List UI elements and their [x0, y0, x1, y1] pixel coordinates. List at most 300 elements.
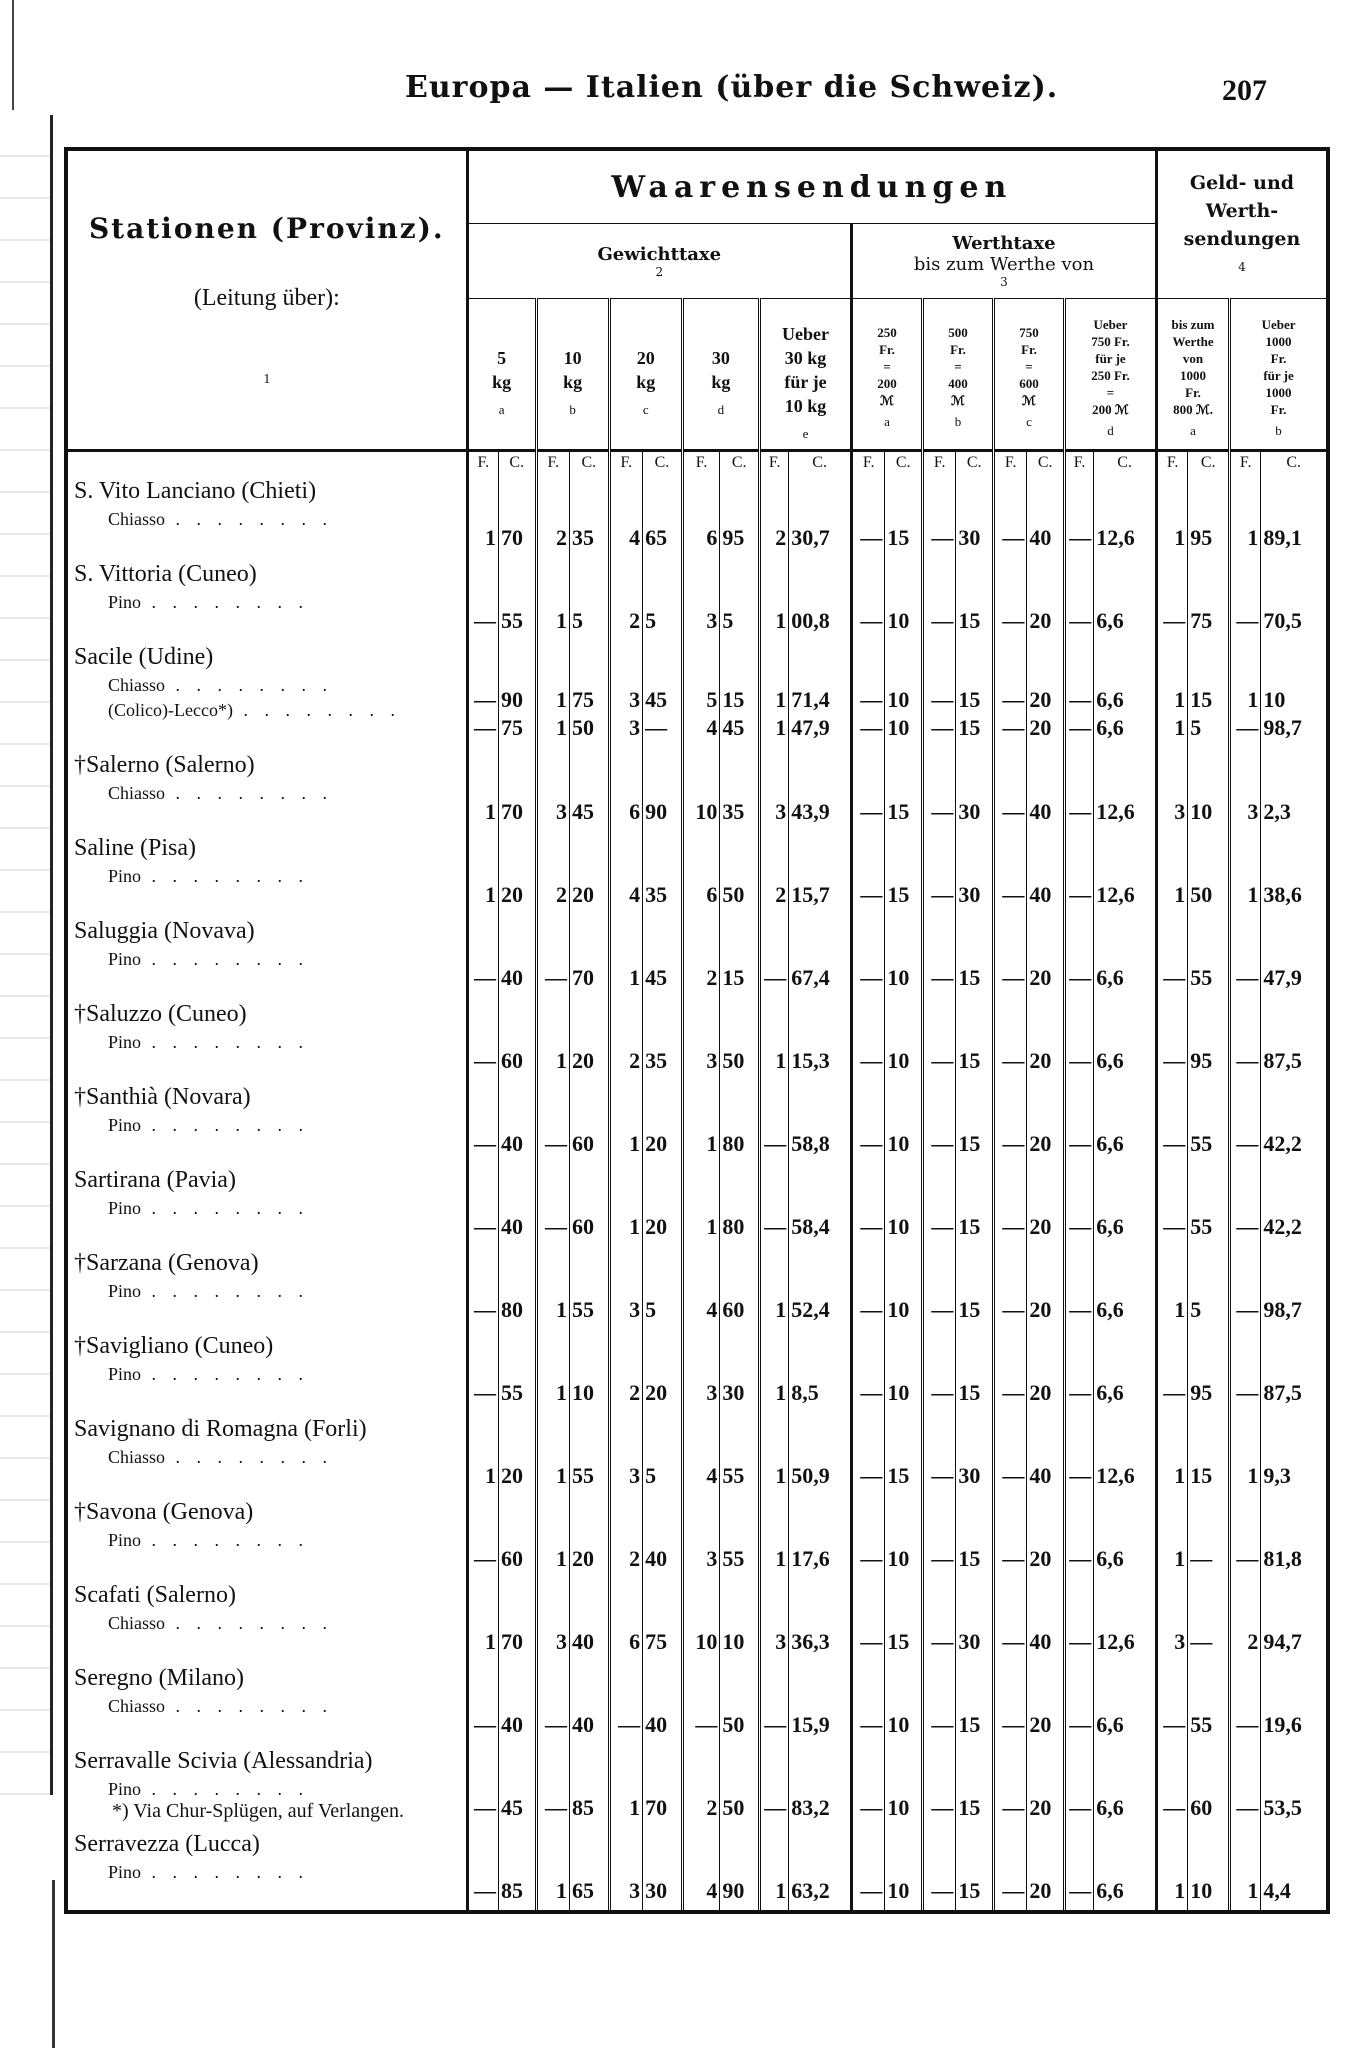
franc-value	[536, 1080, 569, 1163]
centime-value	[1027, 474, 1065, 557]
column-header-lines	[761, 302, 850, 446]
franc-value	[993, 1163, 1026, 1246]
column-header-line: 20	[636, 348, 655, 368]
rate-value: 2	[629, 1048, 641, 1073]
franc-label: F.	[1065, 451, 1094, 475]
franc-value	[1230, 474, 1261, 557]
rate-value: 1	[1174, 687, 1186, 712]
column-header-lines	[538, 326, 608, 422]
route-name: Chiasso	[108, 1696, 166, 1716]
rate-value: 20	[645, 1131, 668, 1156]
centime-label: C.	[885, 451, 923, 475]
franc-value	[922, 1246, 955, 1329]
centime-value	[885, 914, 923, 997]
franc-value	[609, 1578, 642, 1661]
centime-value	[1027, 831, 1065, 914]
franc-label: F.	[467, 451, 498, 475]
station-cell	[66, 831, 467, 914]
rate-value: —	[1069, 1629, 1092, 1654]
franc-value	[922, 997, 955, 1080]
rate-value: 10	[887, 1048, 910, 1073]
centime-value	[1188, 1578, 1230, 1661]
rate-value: —	[645, 715, 668, 740]
centime-label: C.	[956, 451, 994, 475]
rate-value: —	[1069, 882, 1092, 907]
centime-value	[720, 997, 760, 1080]
rate-value: —	[1002, 1629, 1025, 1654]
rate-value: —	[1069, 687, 1092, 712]
rate-value: 30	[958, 1463, 981, 1488]
centime-value	[498, 831, 536, 914]
rate-value: —	[931, 687, 954, 712]
rate-value: 47,9	[791, 715, 830, 740]
column-letter: e	[802, 426, 809, 441]
rate-value: 42,2	[1263, 1214, 1302, 1239]
station-cell	[66, 748, 467, 831]
centime-value	[720, 557, 760, 640]
centime-value	[720, 1163, 760, 1246]
centime-value	[1188, 640, 1230, 748]
franc-value	[760, 748, 789, 831]
centime-value	[956, 1661, 994, 1744]
station-name: †Savigliano (Cuneo)	[74, 1333, 274, 1359]
rate-value: —	[860, 608, 883, 633]
column-header-line: Werthe	[1172, 333, 1214, 349]
centime-value	[956, 474, 994, 557]
franc-value	[1156, 1744, 1187, 1827]
centime-value	[885, 748, 923, 831]
rate-value: —	[1236, 1795, 1259, 1820]
route-name: Pino	[108, 592, 142, 612]
centime-value	[498, 1827, 536, 1912]
rate-column-header	[760, 299, 852, 451]
route-via	[74, 1530, 466, 1551]
centime-value	[1094, 1080, 1157, 1163]
column-letter: c	[1026, 414, 1032, 429]
rate-value: 95	[1190, 1380, 1213, 1405]
franc-value	[682, 1744, 720, 1827]
rate-value: 1	[555, 687, 567, 712]
rate-value: —	[473, 1297, 496, 1322]
franc-label: F.	[609, 451, 642, 475]
centime-value	[720, 1329, 760, 1412]
franc-value	[1230, 1246, 1261, 1329]
station-cell	[66, 1661, 467, 1744]
centime-value	[643, 1412, 683, 1495]
franc-value	[609, 1827, 642, 1912]
centime-value	[956, 1329, 994, 1412]
column-header-line: 250 Fr.	[1091, 367, 1130, 383]
franc-value	[993, 557, 1026, 640]
leader-dots: . . . . . . . .	[141, 1779, 310, 1799]
rate-value: 12,6	[1096, 799, 1135, 824]
centime-value	[720, 1246, 760, 1329]
rate-value: —	[860, 525, 883, 550]
centime-value	[1027, 1661, 1065, 1744]
centime-value	[789, 1827, 852, 1912]
route-via	[74, 1779, 466, 1800]
centime-value	[1261, 1661, 1328, 1744]
rate-value: —	[1236, 1297, 1259, 1322]
adjacent-page-strip	[0, 115, 53, 1795]
rate-value: 38,6	[1263, 882, 1302, 907]
centime-value	[643, 1163, 683, 1246]
rate-value: —	[931, 1546, 954, 1571]
centime-value	[720, 748, 760, 831]
centime-value	[885, 1080, 923, 1163]
rate-value: 10	[887, 1878, 910, 1903]
franc-label: F.	[922, 451, 955, 475]
rate-value: 6,6	[1096, 1712, 1124, 1737]
centime-label: C.	[789, 451, 852, 475]
centime-value	[1094, 1661, 1157, 1744]
rate-value: 1	[775, 1048, 787, 1073]
centime-value	[1027, 997, 1065, 1080]
franc-value	[682, 640, 720, 748]
centime-label: C.	[643, 451, 683, 475]
route-via	[74, 700, 466, 721]
leader-dots: . . . . . . . .	[165, 1696, 334, 1716]
franc-value	[1156, 1827, 1187, 1912]
centime-value	[1027, 1827, 1065, 1912]
rate-value: —	[764, 1131, 787, 1156]
leader-dots: . . . . . . . .	[141, 1862, 310, 1882]
rate-value: 55	[500, 1380, 523, 1405]
franc-value	[536, 1827, 569, 1912]
route-name: Pino	[108, 1281, 142, 1301]
rate-value: 3	[706, 1048, 718, 1073]
leader-dots: . . . . . . . .	[141, 1281, 310, 1301]
rate-value: 60	[722, 1297, 745, 1322]
station-name: Serravalle Scivia (Alessandria)	[74, 1748, 373, 1774]
rate-value: 10	[887, 1712, 910, 1737]
centime-value	[956, 640, 994, 748]
rate-value: —	[1069, 608, 1092, 633]
rate-value: 55	[1190, 1131, 1213, 1156]
franc-value	[993, 1744, 1026, 1827]
rate-value: —	[931, 1214, 954, 1239]
rate-value: —	[1002, 1048, 1025, 1073]
centime-value	[885, 557, 923, 640]
centime-value	[1188, 1827, 1230, 1912]
station-cell	[66, 474, 467, 557]
rate-value: 1	[775, 1546, 787, 1571]
rate-value: 40	[500, 1214, 523, 1239]
rate-value: —	[473, 1795, 496, 1820]
rate-value: —	[860, 1795, 883, 1820]
rate-value: 6,6	[1096, 1297, 1124, 1322]
centime-value	[1188, 997, 1230, 1080]
rate-value: 1	[1247, 1463, 1259, 1488]
leader-dots: . . . . . . . .	[141, 949, 310, 969]
centime-value	[569, 1661, 609, 1744]
column-header-line: 5	[497, 348, 507, 368]
column-header-lines	[924, 318, 992, 430]
centime-value	[956, 1744, 994, 1827]
franc-value	[609, 474, 642, 557]
route-via	[74, 1198, 466, 1219]
rate-value: 2	[706, 965, 718, 990]
rate-value: —	[473, 1878, 496, 1903]
rate-value: —	[1163, 1795, 1186, 1820]
centime-value	[569, 557, 609, 640]
rate-value: —	[1236, 608, 1259, 633]
rate-value: 85	[571, 1795, 594, 1820]
franc-value	[467, 557, 498, 640]
centime-value	[643, 1661, 683, 1744]
rate-value: 15	[958, 1297, 981, 1322]
centime-value	[1027, 748, 1065, 831]
centime-value	[720, 1578, 760, 1661]
rate-value: 10	[695, 799, 718, 824]
centime-value	[1027, 1412, 1065, 1495]
route-name: Pino	[108, 1862, 142, 1882]
franc-label: F.	[760, 451, 789, 475]
table-row	[66, 474, 1328, 557]
rate-value: 5	[645, 1463, 657, 1488]
franc-value	[1065, 1080, 1094, 1163]
station-column-number: 1	[263, 372, 271, 387]
rate-value: 6,6	[1096, 1795, 1124, 1820]
centime-value	[569, 1744, 609, 1827]
franc-value	[760, 557, 789, 640]
franc-value	[922, 1080, 955, 1163]
centime-value	[1094, 1163, 1157, 1246]
rate-value: —	[1069, 1048, 1092, 1073]
centime-value	[569, 748, 609, 831]
rate-value: —	[860, 1048, 883, 1073]
rate-value: 1	[1247, 1878, 1259, 1903]
rate-value: 6	[706, 882, 718, 907]
franc-value	[851, 474, 884, 557]
rate-value: 30	[958, 1629, 981, 1654]
fc-spacer	[66, 451, 467, 475]
rate-value: —	[931, 882, 954, 907]
rate-value: 20	[1029, 1380, 1052, 1405]
centime-value	[885, 1578, 923, 1661]
franc-value	[1156, 1578, 1187, 1661]
route-via	[74, 949, 466, 970]
rate-value: 80	[722, 1131, 745, 1156]
rate-value: —	[473, 608, 496, 633]
centime-value	[643, 1827, 683, 1912]
rate-value: 42,2	[1263, 1131, 1302, 1156]
franc-value	[1230, 1080, 1261, 1163]
column-letter: b	[1275, 422, 1282, 438]
centime-value	[1027, 557, 1065, 640]
rate-value: 1	[555, 1380, 567, 1405]
franc-value	[922, 748, 955, 831]
franc-value	[993, 914, 1026, 997]
column-letter: c	[642, 402, 649, 417]
centime-value	[1027, 914, 1065, 997]
franc-value	[609, 1163, 642, 1246]
rate-value: 63,2	[791, 1878, 830, 1903]
rate-value: 55	[1190, 1214, 1213, 1239]
centime-value	[720, 640, 760, 748]
franc-value	[682, 748, 720, 831]
rate-value: 00,8	[791, 608, 830, 633]
leader-dots: . . . . . . . .	[141, 1032, 310, 1052]
rate-value: 60	[500, 1546, 523, 1571]
franc-value	[682, 1412, 720, 1495]
rate-value: 4	[629, 525, 641, 550]
rate-value: —	[1069, 1878, 1092, 1903]
leader-dots: . . . . . . . .	[232, 700, 401, 720]
rate-value: —	[931, 1629, 954, 1654]
route-name: Pino	[108, 866, 142, 886]
centime-value	[643, 997, 683, 1080]
route-name: Chiasso	[108, 1613, 166, 1633]
column-header-line: kg	[492, 372, 512, 392]
rate-value: 4	[706, 1463, 718, 1488]
franc-value	[1156, 1495, 1187, 1578]
station-name: Serravezza (Lucca)	[74, 1831, 260, 1857]
rate-value: 40	[500, 1712, 523, 1737]
centime-value	[720, 1412, 760, 1495]
rate-value: 1	[1247, 882, 1259, 907]
rate-value: —	[860, 965, 883, 990]
station-cell	[66, 1080, 467, 1163]
centime-value	[1188, 1412, 1230, 1495]
rate-value: 40	[571, 1629, 594, 1654]
rate-value: 20	[1029, 1878, 1052, 1903]
centime-value	[956, 1827, 994, 1912]
franc-value	[993, 1661, 1026, 1744]
franc-value	[609, 1661, 642, 1744]
rate-value: 55	[722, 1546, 745, 1571]
centime-value	[885, 1495, 923, 1578]
centime-value	[1188, 1495, 1230, 1578]
rate-value: 1	[484, 1629, 496, 1654]
rate-value: 20	[1029, 1048, 1052, 1073]
rate-value: 15	[958, 1131, 981, 1156]
rate-value: —	[618, 1712, 641, 1737]
centime-value	[498, 557, 536, 640]
column-header-line: 200 ℳ	[1092, 401, 1129, 417]
column-header-line: 10	[563, 348, 582, 368]
rate-value: 60	[571, 1214, 594, 1239]
rate-value: —	[860, 1546, 883, 1571]
rate-value: —	[1002, 1380, 1025, 1405]
centime-value	[956, 914, 994, 997]
franc-value	[760, 1495, 789, 1578]
column-letter: d	[1107, 422, 1114, 438]
rate-value: 3	[629, 1297, 641, 1322]
franc-value	[851, 1329, 884, 1412]
rate-value: —	[860, 1463, 883, 1488]
centime-label: C.	[1094, 451, 1157, 475]
rate-value: 1	[629, 1131, 641, 1156]
rate-value: —	[1002, 608, 1025, 633]
rate-value: —	[1163, 1214, 1186, 1239]
centime-value	[1188, 474, 1230, 557]
route-via	[74, 783, 466, 804]
rate-value: 20	[1029, 1546, 1052, 1571]
centime-value	[569, 474, 609, 557]
geld-title-line: Geld- und	[1189, 171, 1295, 194]
centime-value	[1027, 1246, 1065, 1329]
rate-value: 2	[775, 525, 787, 550]
rate-value: —	[931, 799, 954, 824]
franc-value	[467, 474, 498, 557]
rate-value: 87,5	[1263, 1048, 1302, 1073]
rate-value: 75	[500, 715, 523, 740]
franc-value	[536, 474, 569, 557]
column-header-line: ℳ	[880, 393, 894, 408]
franc-value	[760, 1412, 789, 1495]
rate-value: 50	[722, 1712, 745, 1737]
rate-value: 1	[484, 1463, 496, 1488]
franc-value	[609, 914, 642, 997]
rate-value: 40	[1029, 882, 1052, 907]
franc-value	[467, 1578, 498, 1661]
franc-value	[922, 640, 955, 748]
franc-value	[467, 640, 498, 748]
franc-value	[993, 831, 1026, 914]
column-header-line: 1000	[1265, 333, 1292, 349]
rate-value: 1	[1174, 715, 1186, 740]
rate-value: —	[931, 1131, 954, 1156]
table-row	[66, 914, 1328, 997]
centime-value	[643, 474, 683, 557]
rate-value: 60	[1190, 1795, 1213, 1820]
station-cell	[66, 1412, 467, 1495]
centime-value	[498, 640, 536, 748]
rate-value: —	[1163, 1380, 1186, 1405]
centime-value	[789, 557, 852, 640]
franc-value	[760, 474, 789, 557]
centime-value	[643, 640, 683, 748]
rate-value: 55	[571, 1297, 594, 1322]
rate-value: —	[860, 1380, 883, 1405]
centime-value	[1027, 1329, 1065, 1412]
rate-value: 55	[1190, 1712, 1213, 1737]
rate-value: 15	[887, 799, 910, 824]
rate-value: 5	[645, 608, 657, 633]
rate-value: 1	[775, 1297, 787, 1322]
rate-value: 1	[555, 1048, 567, 1073]
rate-value: 15	[958, 1546, 981, 1571]
rate-value: —	[860, 1214, 883, 1239]
rate-value: —	[860, 715, 883, 740]
rate-value: —	[1190, 1546, 1213, 1571]
station-title: Stationen (Provinz).	[88, 212, 445, 245]
station-name: †Saluzzo (Cuneo)	[74, 1001, 247, 1027]
rate-value: 98,7	[1263, 1297, 1302, 1322]
column-header-lines	[469, 326, 535, 422]
centime-value	[1261, 1495, 1328, 1578]
station-name: Saluggia (Novava)	[74, 918, 255, 944]
franc-value	[1065, 1329, 1094, 1412]
station-cell	[66, 1246, 467, 1329]
franc-value	[609, 997, 642, 1080]
rate-value: 5	[571, 608, 583, 633]
centime-value	[498, 1412, 536, 1495]
station-cell	[66, 997, 467, 1080]
centime-value	[1261, 557, 1328, 640]
rate-value: 1	[555, 715, 567, 740]
centime-value	[643, 831, 683, 914]
centime-value	[1188, 1163, 1230, 1246]
station-name: Savignano di Romagna (Forli)	[74, 1416, 367, 1442]
rate-value: 1	[775, 608, 787, 633]
rate-value: 6,6	[1096, 1380, 1124, 1405]
rate-value: 2,3	[1263, 799, 1291, 824]
centime-value	[1094, 557, 1157, 640]
rate-value: 1	[555, 1878, 567, 1903]
rate-value: 30	[958, 525, 981, 550]
